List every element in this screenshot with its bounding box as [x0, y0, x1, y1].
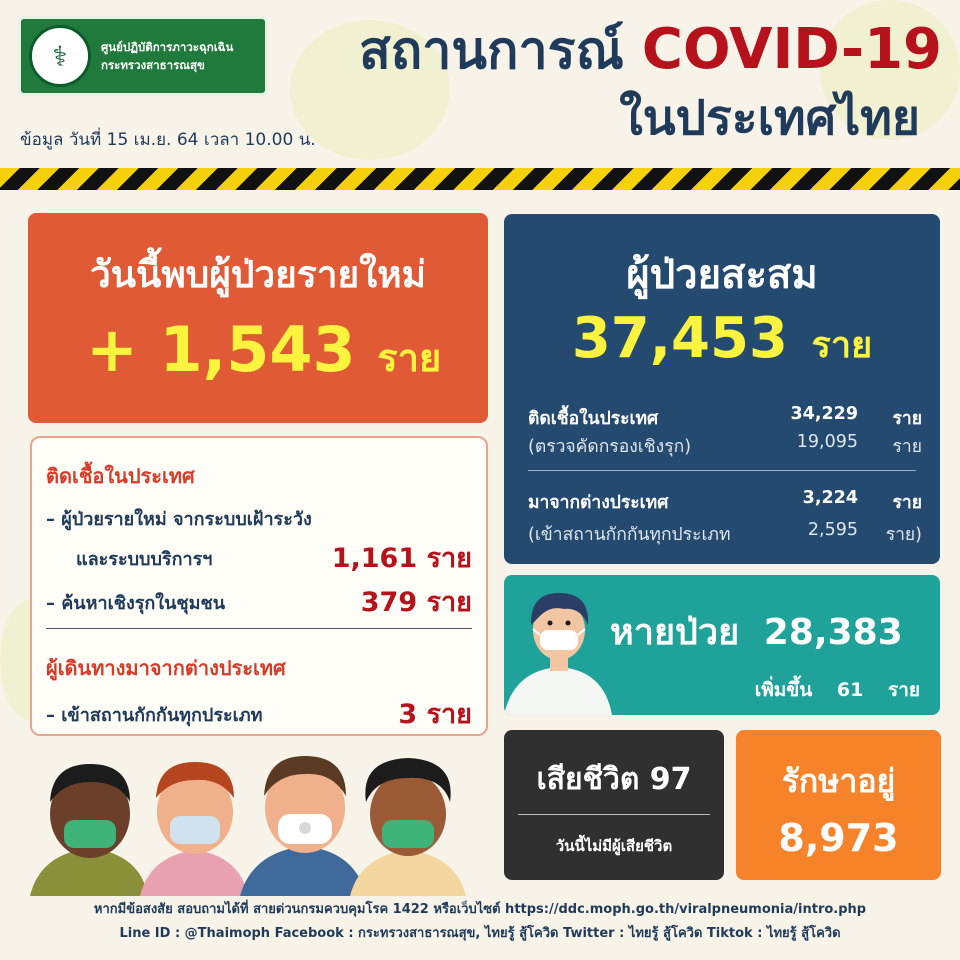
cumulative-row-unit: ราย [892, 409, 922, 429]
new-cases-value: + 1,543 [86, 313, 356, 386]
new-cases-unit: ราย [377, 336, 442, 380]
cumulative-row-unit: ราย [892, 493, 922, 513]
cumulative-row-active-screening [528, 432, 922, 460]
cumulative-row-label: (ตรวจคัดกรองเชิงรุก) [528, 437, 692, 457]
deaths-card [504, 730, 724, 880]
deaths-divider [518, 814, 710, 815]
treating-label: รักษาอยู่ [781, 762, 896, 800]
breakdown-divider [46, 628, 472, 629]
travel-row-label: – เข้าสถานกักกันทุกประเภท [46, 705, 263, 726]
deaths-note: วันนี้ไม่มีผู้เสียชีวิต [555, 837, 673, 855]
cumulative-value: 37,453 [571, 306, 788, 371]
recovered-increase-unit: ราย [887, 679, 920, 701]
cumulative-row-domestic [528, 404, 922, 432]
page-title [359, 8, 942, 91]
recovered-increase-value: 61 [836, 679, 864, 701]
footer-social-line: Line ID : @Thaimoph Facebook : กระทรวงสาธารณสุข, ไทยรู้ สู้โควิด Twitter : ไทยรู้ สู้โควิด Tiktok : ไทยรู้ สู้โควิด [119, 926, 841, 941]
title-covid-text: COVID-19 [641, 17, 942, 82]
recovered-value: 28,383 [763, 612, 903, 653]
new-cases-label: วันนี้พบผู้ป่วยรายใหม่ [89, 253, 427, 296]
deaths-label-row [504, 756, 724, 803]
cumulative-row-quarantine [528, 520, 922, 548]
travel-heading: ผู้เดินทางมาจากต่างประเทศ [46, 656, 286, 680]
footer [0, 898, 960, 946]
breakdown-row-active-search-value: 379 ราย [360, 587, 472, 618]
travel-row-value: 3 ราย [398, 699, 472, 730]
cumulative-row-unit: ราย) [885, 525, 922, 545]
new-cases-value-row [86, 313, 441, 388]
page-subtitle: ในประเทศไทย [619, 90, 920, 146]
cumulative-row-value: 3,224 [802, 488, 858, 508]
new-cases-card [28, 213, 488, 423]
org-name [101, 38, 233, 74]
domestic-heading: ติดเชื้อในประเทศ [46, 464, 195, 488]
cumulative-label: ผู้ป่วยสะสม [626, 252, 818, 298]
cumulative-row-value: 2,595 [807, 520, 858, 540]
cumulative-row-label: ติดเชื้อในประเทศ [528, 409, 659, 429]
cumulative-divider [528, 470, 916, 471]
recovered-increase-row [755, 675, 920, 705]
recovered-card [504, 575, 940, 715]
org-name-line2: กระทรวงสาธารณสุข [101, 58, 205, 72]
cumulative-card [504, 214, 940, 564]
masked-people-group-icon [30, 736, 470, 896]
cumulative-row-value: 19,095 [796, 432, 858, 452]
breakdown-row-services-label: และระบบบริการฯ [76, 549, 213, 570]
cumulative-unit: ราย [811, 325, 873, 366]
hazard-stripe-divider [0, 168, 960, 190]
deaths-label: เสียชีวิต [536, 762, 640, 797]
data-date: ข้อมูล วันที่ 15 เม.ย. 64 เวลา 10.00 น. [20, 130, 316, 150]
title-main-text: สถานการณ์ [358, 21, 624, 81]
recovered-increase-label: เพิ่มขึ้น [754, 679, 813, 701]
treating-value: 8,973 [778, 816, 899, 860]
cumulative-row-label: (เข้าสถานกักกันทุกประเภท [528, 525, 731, 545]
breakdown-row-active-search-label: – ค้นหาเชิงรุกในชุมชน [46, 593, 226, 614]
cumulative-row-value: 34,229 [790, 404, 858, 424]
recovered-label: หายป่วย [610, 612, 740, 653]
breakdown-row-services-value: 1,161 ราย [331, 543, 472, 574]
treating-card [736, 730, 941, 880]
cumulative-value-row [504, 306, 940, 373]
deaths-value: 97 [649, 762, 692, 797]
cumulative-row-imported [528, 488, 922, 516]
domestic-breakdown-card [30, 436, 488, 736]
breakdown-row-surveillance: – ผู้ป่วยรายใหม่ จากระบบเฝ้าระวัง [46, 509, 312, 530]
ministry-seal-icon: ⚕ [29, 25, 91, 87]
org-logo-badge [18, 16, 268, 96]
recovered-label-row [610, 603, 903, 660]
masked-patient-icon [504, 575, 614, 715]
org-name-line1: ศูนย์ปฏิบัติการภาวะฉุกเฉิน [101, 40, 234, 54]
footer-contact-line: หากมีข้อสงสัย สอบถามได้ที่ สายด่วนกรมควบคุมโรค 1422 หรือเว็บไซต์ https://ddc.moph.go.th/viralpneumonia/intro.php [93, 902, 867, 917]
cumulative-row-unit: ราย [892, 437, 922, 457]
cumulative-row-label: มาจากต่างประเทศ [528, 493, 669, 513]
